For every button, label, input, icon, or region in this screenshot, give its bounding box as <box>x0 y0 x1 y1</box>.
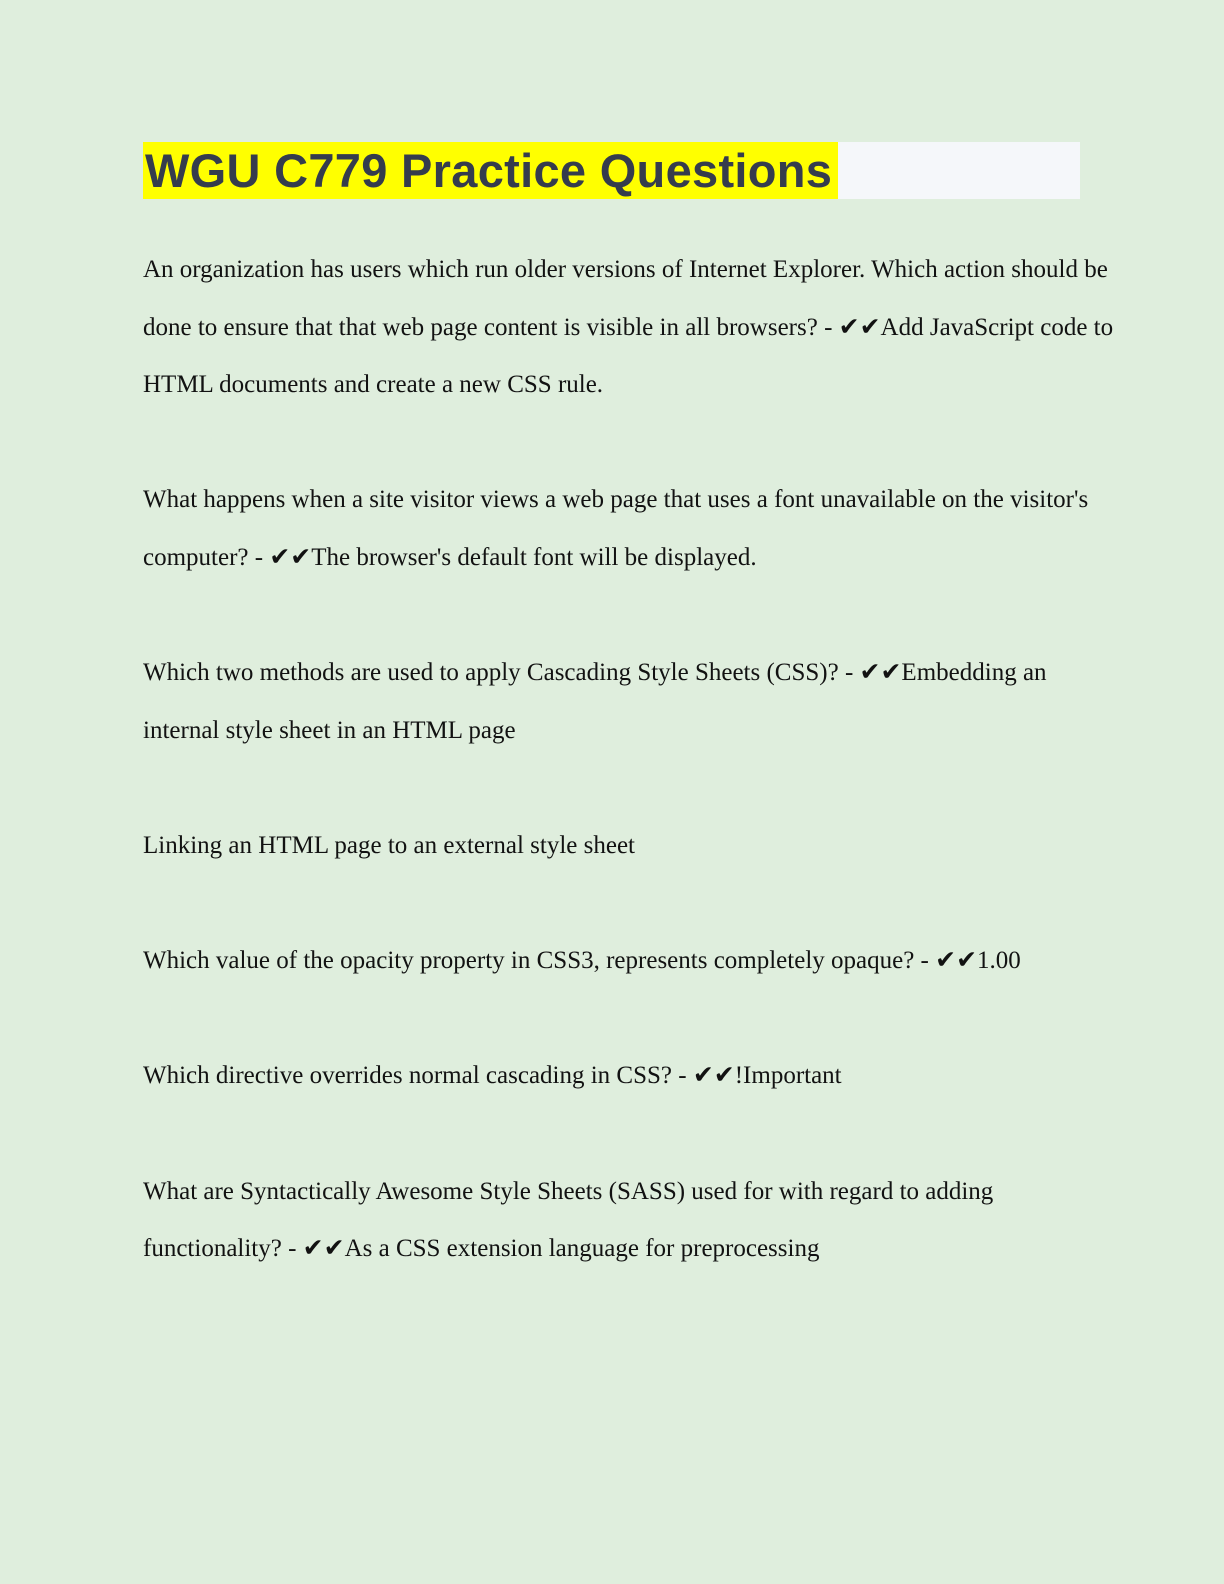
text-line: What are Syntactically Awesome Style Sheets (SASS) used for with regard to adding <box>143 1177 994 1205</box>
page-title: WGU C779 Practice Questions <box>143 142 838 199</box>
qa-paragraph-5 <box>143 932 1163 990</box>
text-line: computer? - ✔✔The browser's default font will be displayed. <box>143 543 757 571</box>
text-line: What happens when a site visitor views a web page that uses a font unavailable on the visitor's <box>143 486 1089 514</box>
title-filler-box <box>838 142 1080 199</box>
text-line: Which directive overrides normal cascading in CSS? - ✔✔!Important <box>143 1062 842 1090</box>
qa-paragraph-1 <box>143 241 1163 414</box>
text-line: An organization has users which run older versions of Internet Explorer. Which action should be <box>143 256 1108 283</box>
qa-paragraph-4 <box>143 817 1163 875</box>
text-line: internal style sheet in an HTML page <box>143 716 516 744</box>
qa-paragraph-3 <box>143 644 1163 759</box>
qa-paragraph-6 <box>143 1047 1163 1105</box>
text-line: HTML documents and create a new CSS rule. <box>143 371 604 399</box>
qa-paragraph-2 <box>143 471 1163 586</box>
text-line: Which value of the opacity property in CSS3, represents completely opaque? - ✔✔1.00 <box>143 947 1021 975</box>
text-line: functionality? - ✔✔As a CSS extension language for preprocessing <box>143 1235 820 1263</box>
text-line: Which two methods are used to apply Cascading Style Sheets (CSS)? - ✔✔Embedding an <box>143 659 1047 687</box>
title-row <box>143 142 1080 199</box>
text-line: done to ensure that that web page content is visible in all browsers? - ✔✔Add JavaScript code to <box>143 313 1114 341</box>
text-line: Linking an HTML page to an external style sheet <box>143 831 635 859</box>
document-body <box>143 241 1163 1335</box>
qa-paragraph-7 <box>143 1163 1163 1278</box>
